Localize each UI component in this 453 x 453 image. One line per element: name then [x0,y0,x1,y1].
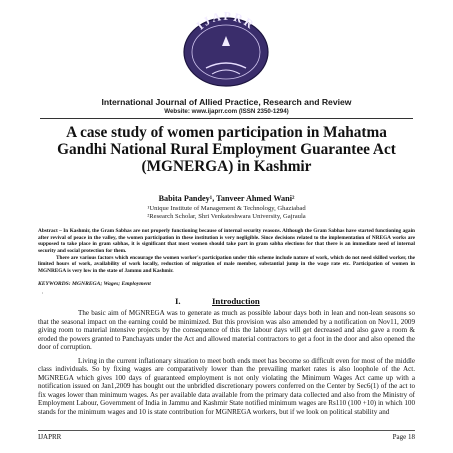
paper-title-line: A case study of women participation in Mahatma [66,124,387,141]
footer-journal: IJAPRR [38,433,62,441]
body-paragraph: The basic aim of MGNREGA was to generate as much as possible labour days both in lean and non-lean seasons so that the seasonal impact on the earning could be minimized. But this provision was also amended by a notification on Nov11, 2009 giving room to material intensive projects by the consequence of this the labour days will get decreased and also gave a room & eroded the powers granted to Panchayats under the Act and allowed material contractors to get a foot in the door and also opened the door of corruption. [38,309,415,352]
journal-logo [176,6,276,90]
journal-website: Website: www.ijaprr.com (ISSN 2350-1294) [164,108,289,115]
abstract-paragraph: There are various factors which encourage the women worker's participation under this scheme include nature of work, which do not need skilled worker, the limited hours of work, availability of work locally, reduction of migration of male member, substantial jump in the wage rate etc. Participation of women in MGNREGA is very low in the state of Jammu and Kashmir. [38,254,415,275]
section-title: Introduction [212,296,260,306]
paper-title-line: Gandhi National Rural Employment Guarantee Act [57,141,396,159]
footer-divider [38,430,415,431]
journal-logo-icon [176,6,276,90]
section-number: I. [175,296,181,306]
paper-title-line: (MGNERGA) in Kashmir [141,158,312,176]
header-divider [40,118,413,119]
body-text [38,309,415,422]
keywords: KEYWORDS: MGNREGA; Wages; Employment [38,281,151,287]
affiliation-2: ²Research Scholar, Shri Venkateshwara University, Gajraula [147,213,306,220]
paper-title [30,124,423,176]
affiliation-1: ¹Unique Institute of Management & Technology, Ghaziabad [147,205,306,212]
authors: Babita Pandey¹, Tanveer Ahmed Wani² [158,194,295,203]
journal-name: International Journal of Allied Practice, Research and Review [101,97,352,107]
page-number: Page 18 [392,433,415,441]
body-paragraph: Living in the current inflationary situation to meet both ends meet has become so difficult even for most of the middle class individuals. So by fixing wages are comparatively lower than the prevailing market rates is also loophole of the Act. MGNREGA which gives 100 days of guaranteed employment is not only violating the Minimum Wages Act came up with a notification issued on Jan1,2009 has bought out the unbridled discretionary powers conferred on the Center by Sec6(1) of the act to fix wages lower than minimum wages. As per available data available from the primary data collected and also from the Ministry of Employment Labour, Government of India in Jammu and Kashmir State notified minimum wages are Rs110 (100 +10) in which 100 stands for the minimum wages and 10 is state contribution for MGNREGA workers, but if we look on political stability and [38,356,415,417]
abstract [38,228,415,275]
abstract-paragraph: Abstract – In Kashmir, the Gram Sabhas are not properly functioning because of internal security reasons. Although the Gram Sabhas have started functioning again after revival of peace in the valley, the women participation in these institution is very negligible. Since decisions related to the implementation of NREGA works are supposed to take place in gram sabhas, it is significant that most women should take part in gram sabha elections for that there is an immediate need of internal security and social protection for them. [38,228,415,254]
logo-text: IJAPRR [193,8,259,33]
stray-mark: , [42,290,44,295]
